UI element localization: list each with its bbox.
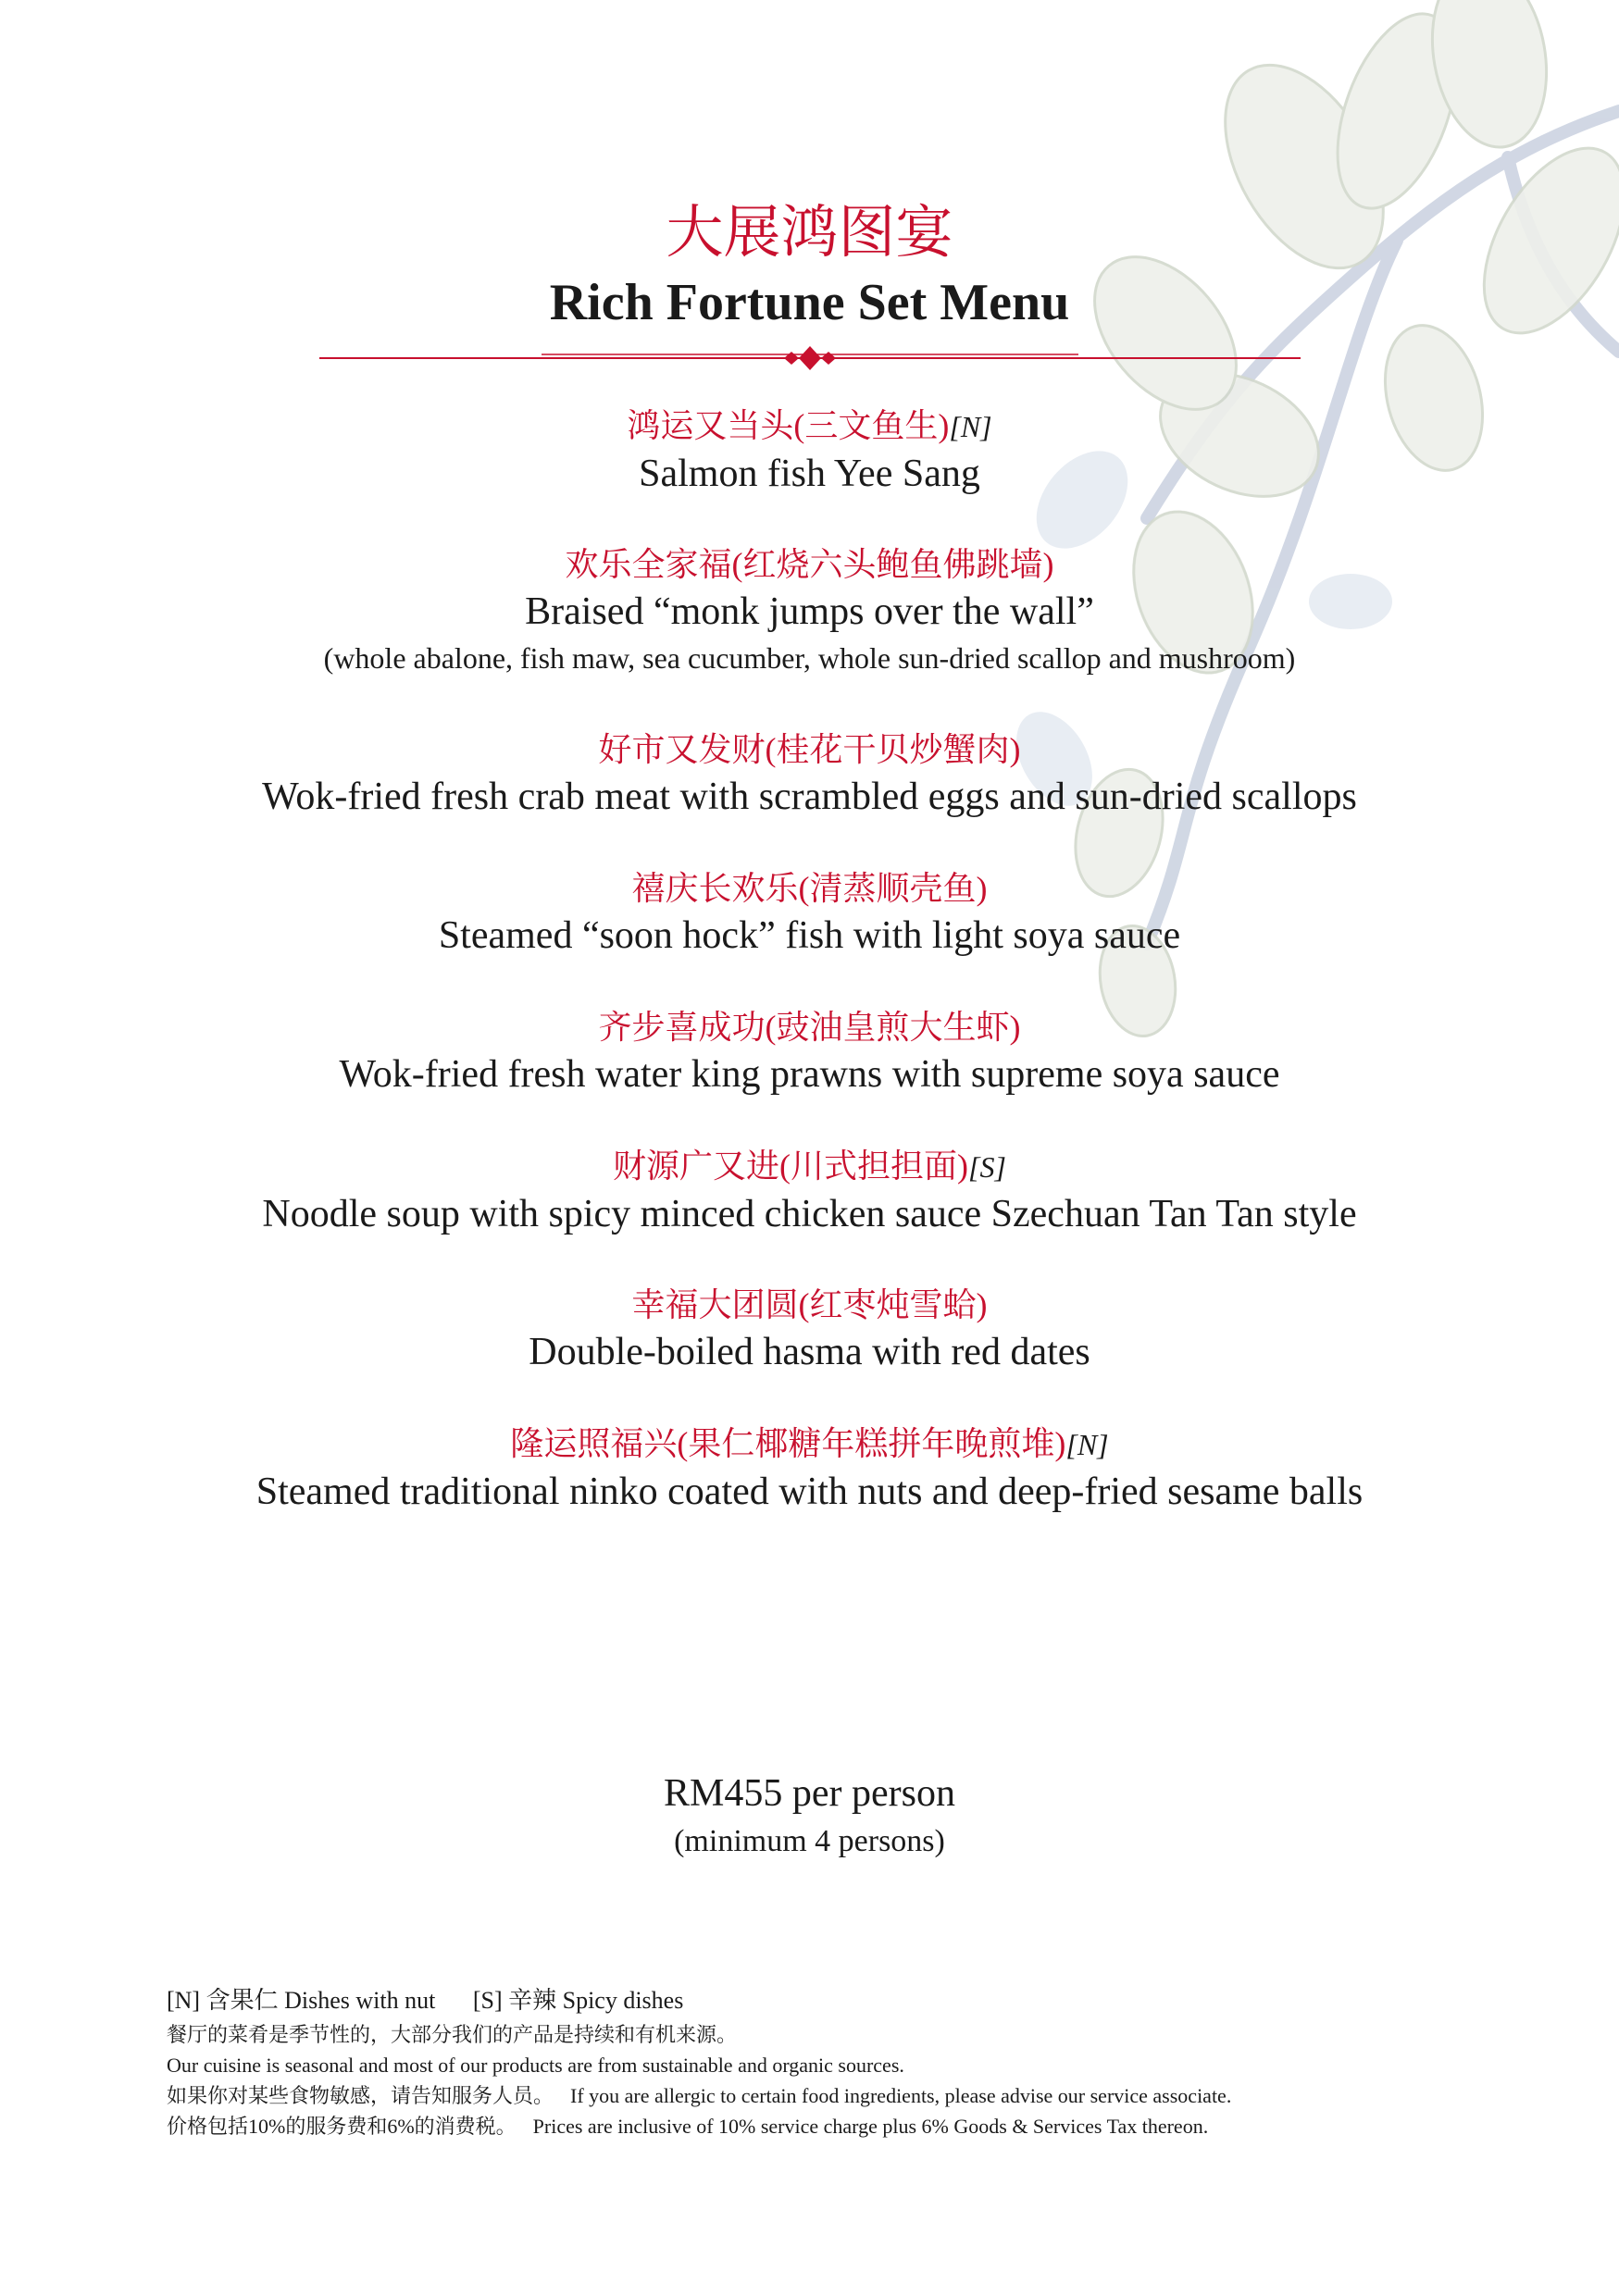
course-5 — [0, 1005, 1619, 1099]
price-minimum: (minimum 4 persons) — [674, 1824, 945, 1858]
legend-spicy: [S] 辛辣 Spicy dishes — [472, 1987, 684, 2014]
price-per-person: RM455 per person — [664, 1772, 955, 1815]
title-chinese: 大展鸿图宴 — [666, 202, 953, 265]
footer-line-2-en: If you are allergic to certain food ingredients, please advise our service associate. — [570, 2084, 1232, 2107]
course-2-english: Braised “monk jumps over the wall” — [525, 590, 1094, 633]
course-8-chinese: 隆运照福兴(果仁椰糖年糕拼年晚煎堆) — [510, 1425, 1066, 1462]
ornamental-divider — [319, 344, 1301, 372]
course-3-chinese: 好市又发财(桂花干贝炒蟹肉) — [598, 731, 1021, 768]
footer-line-3 — [167, 2111, 1481, 2141]
course-4-english: Steamed “soon hock” fish with light soya sauce — [438, 914, 1181, 957]
course-2 — [0, 542, 1619, 679]
menu-header — [0, 196, 1619, 335]
footer-line-1-en: Our cuisine is seasonal and most of our products are from sustainable and organic sources. — [167, 2054, 904, 2077]
footer-line-3-cn: 价格包括10%的服务费和6%的消费税。 — [167, 2115, 517, 2138]
legend-nut: [N] 含果仁 Dishes with nut — [167, 1987, 436, 2014]
course-8 — [0, 1421, 1619, 1517]
course-6 — [0, 1144, 1619, 1239]
footer-line-2-cn: 如果你对某些食物敏感，请告知服务人员。 — [167, 2084, 554, 2107]
course-7 — [0, 1283, 1619, 1377]
course-5-chinese: 齐步喜成功(豉油皇煎大生虾) — [598, 1009, 1021, 1046]
course-7-english: Double-boiled hasma with red dates — [529, 1331, 1090, 1373]
course-1-chinese: 鸿运又当头(三文鱼生) — [627, 407, 950, 444]
course-3-english: Wok-fried fresh crab meat with scrambled eggs and sun-dried scallops — [262, 776, 1357, 818]
course-4-chinese: 禧庆长欢乐(清蒸顺壳鱼) — [631, 870, 988, 907]
course-6-chinese: 财源广又进(川式担担面) — [613, 1148, 969, 1185]
course-1 — [0, 403, 1619, 499]
course-8-tag: [N] — [1065, 1428, 1109, 1461]
course-2-chinese: 欢乐全家福(红烧六头鲍鱼佛跳墙) — [565, 546, 1054, 583]
course-8-english: Steamed traditional ninko coated with nuts and deep-fried sesame balls — [255, 1471, 1364, 1513]
footer-line-2 — [167, 2080, 1481, 2111]
footer-notes — [167, 1982, 1481, 2141]
legend — [167, 1982, 1481, 2019]
footer-line-1-cn: 餐厅的菜肴是季节性的，大部分我们的产品是持续和有机来源。 — [167, 2023, 738, 2046]
title-english: Rich Fortune Set Menu — [549, 274, 1070, 331]
course-1-english: Salmon fish Yee Sang — [639, 453, 980, 495]
course-6-english: Noodle soup with spicy minced chicken sauce Szechuan Tan Tan style — [262, 1193, 1357, 1235]
footer-line-3-en: Prices are inclusive of 10% service charge plus 6% Goods & Services Tax thereon. — [532, 2115, 1209, 2138]
course-3 — [0, 727, 1619, 822]
course-5-english: Wok-fried fresh water king prawns with supreme soya sauce — [339, 1053, 1280, 1096]
course-2-note: (whole abalone, fish maw, sea cucumber, whole sun-dried scallop and mushroom) — [323, 641, 1296, 675]
course-6-tag: [S] — [968, 1150, 1006, 1184]
price-block — [0, 1768, 1619, 1864]
course-1-tag: [N] — [949, 410, 992, 443]
course-4 — [0, 866, 1619, 961]
course-7-chinese: 幸福大团圆(红枣炖雪蛤) — [631, 1286, 988, 1323]
